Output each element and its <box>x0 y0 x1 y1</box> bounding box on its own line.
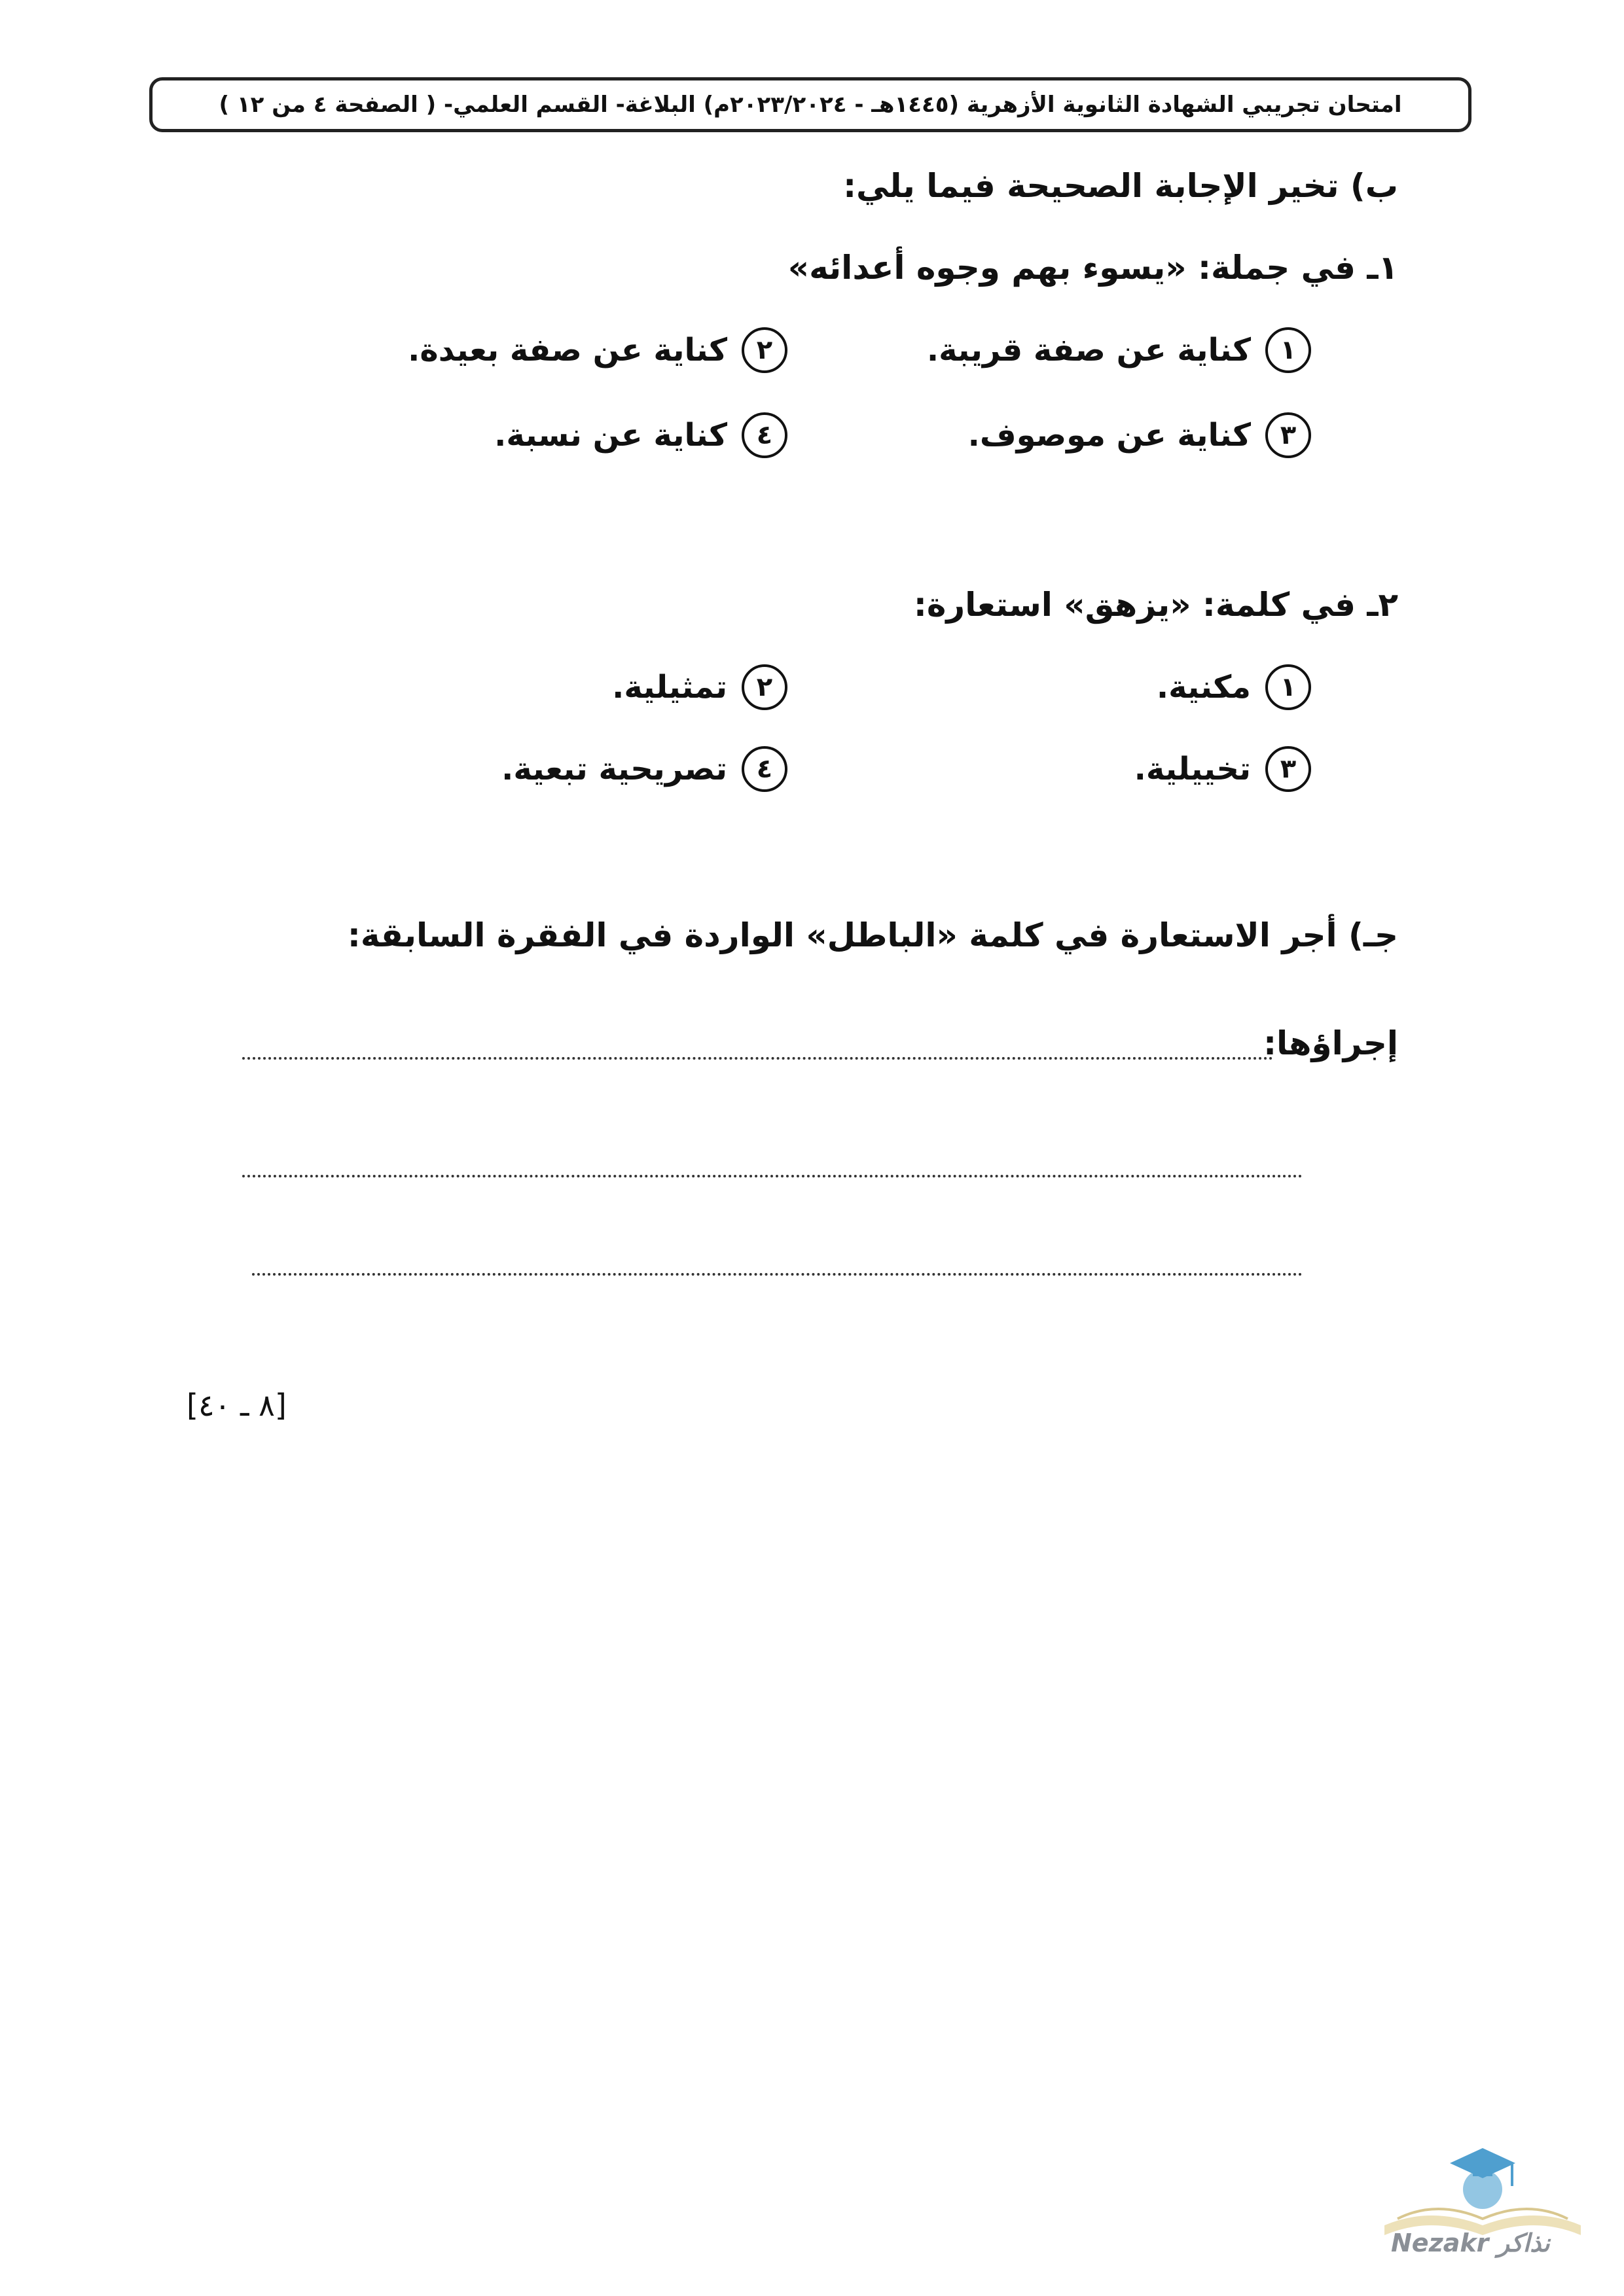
option-text: تصريحية تبعية. <box>501 751 727 787</box>
q1-option-1[interactable] <box>927 327 1311 373</box>
question-2-stem: ٢ـ في كلمة: «يزهق» استعارة: <box>913 586 1398 624</box>
score-label: [٨ ـ ٤٠] <box>187 1388 287 1423</box>
q1-option-2[interactable] <box>408 327 787 373</box>
option-number-circle: ٤ <box>742 746 787 792</box>
option-text: تمثيلية. <box>612 669 727 706</box>
option-text: كناية عن صفة قريبة. <box>926 332 1251 368</box>
option-text: مكنية. <box>1156 669 1251 706</box>
option-text: كناية عن صفة بعيدة. <box>408 332 727 368</box>
option-number-circle: ٣ <box>1265 412 1311 458</box>
section-c-title: جـ) أجر الاستعارة في كلمة «الباطل» الواردة في الفقرة السابقة: <box>347 916 1398 954</box>
answer-line-3[interactable] <box>252 1273 1303 1276</box>
question-1-stem: ١ـ في جملة: «يسوء بهم وجوه أعدائه» <box>787 249 1398 287</box>
q2-option-4[interactable] <box>501 746 787 792</box>
option-number-circle: ٢ <box>742 664 787 710</box>
option-text: تخييلية. <box>1134 751 1251 787</box>
option-number-circle: ٢ <box>742 327 787 373</box>
answer-label: إجراؤها: <box>1263 1024 1398 1062</box>
q1-option-3[interactable] <box>968 412 1311 458</box>
option-number-circle: ٣ <box>1265 746 1311 792</box>
answer-line-1[interactable] <box>242 1057 1273 1060</box>
q2-option-1[interactable] <box>1157 664 1311 710</box>
option-text: كناية عن نسبة. <box>494 417 727 454</box>
option-number-circle: ١ <box>1265 327 1311 373</box>
page-header: امتحان تجريبي الشهادة الثانوية الأزهرية (١٤٤٥هـ - ٢٠٢٣/٢٠٢٤م) البلاغة- القسم العلمي- ( الصفحة ٤ من ١٢ ) <box>149 77 1471 132</box>
q1-option-4[interactable] <box>494 412 787 458</box>
q2-option-2[interactable] <box>612 664 787 710</box>
option-number-circle: ١ <box>1265 664 1311 710</box>
option-number-circle: ٤ <box>742 412 787 458</box>
q2-option-3[interactable] <box>1134 746 1311 792</box>
logo-wordmark: Nezakr نذاكر <box>1391 2229 1550 2257</box>
option-text: كناية عن موصوف. <box>967 417 1251 454</box>
answer-line-2[interactable] <box>242 1175 1303 1177</box>
section-b-title: ب) تخير الإجابة الصحيحة فيما يلي: <box>843 167 1398 205</box>
